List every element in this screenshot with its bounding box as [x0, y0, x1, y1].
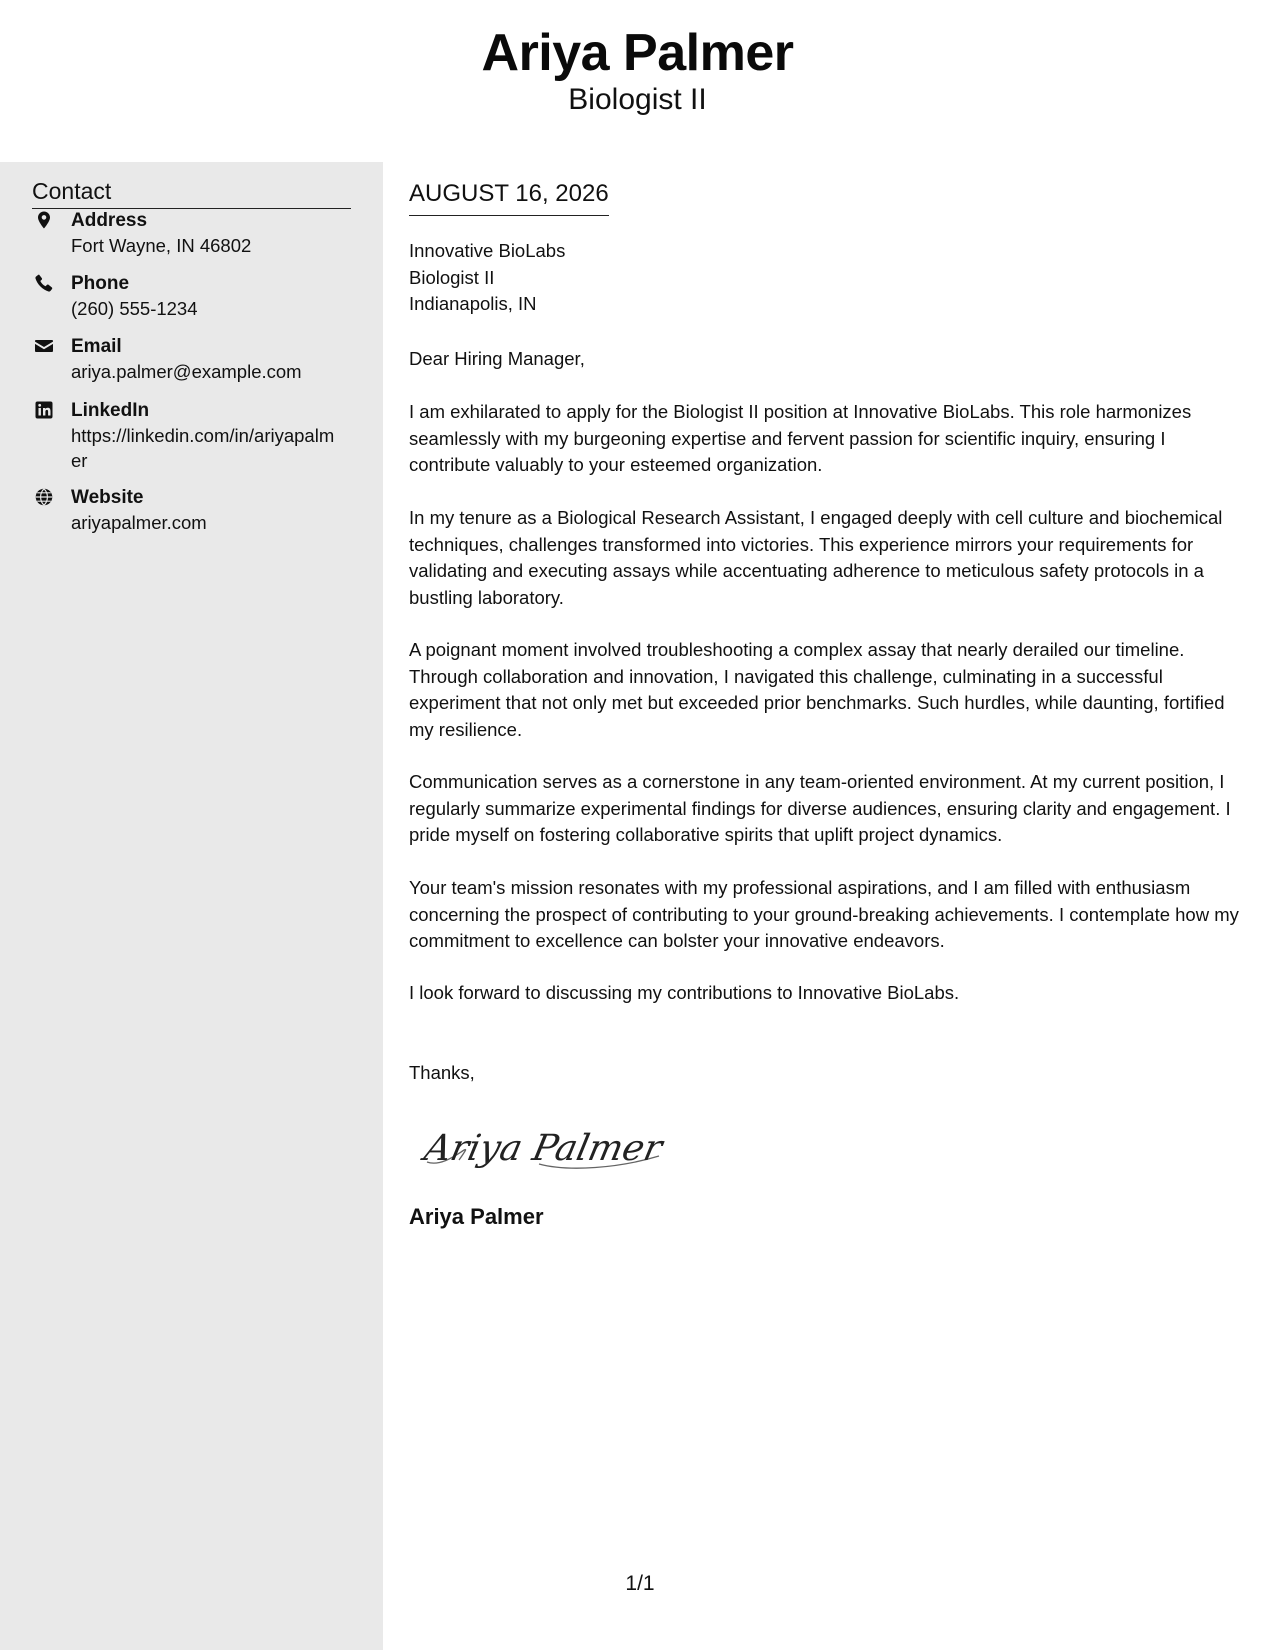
contact-value: Fort Wayne, IN 46802 [71, 235, 252, 256]
svg-text:Ariya Palmer: Ariya Palmer [420, 1126, 667, 1169]
contact-label: Website [71, 487, 144, 508]
contact-label: Phone [71, 273, 130, 294]
map-pin-icon [34, 210, 54, 230]
contact-sidebar [0, 162, 383, 1650]
recipient-company: Innovative BioLabs [409, 240, 566, 261]
contact-value[interactable]: ariyapalmer.com [71, 512, 207, 533]
recipient-block [409, 238, 565, 318]
header [0, 0, 1275, 162]
linkedin-icon [34, 400, 54, 420]
handwritten-signature [419, 1112, 679, 1182]
candidate-name: Ariya Palmer [481, 24, 794, 82]
salutation: Dear Hiring Manager, [409, 348, 585, 369]
envelope-icon [34, 336, 54, 356]
job-title: Biologist II [568, 83, 707, 116]
recipient-position: Biologist II [409, 266, 495, 288]
signed-name: Ariya Palmer [409, 1204, 544, 1229]
paragraph-mission: Your team's mission resonates with my professional aspirations, and I am filled with enthusiasm concerning the prospect of contributing to your ground-breaking achievements. I contemplate how my commitment to excellence can bolster your innovative endeavors. [409, 877, 1239, 951]
contact-value[interactable]: https://linkedin.com/in/ariyapalmer [71, 425, 335, 471]
paragraph-communication: Communication serves as a cornerstone in any team-oriented environment. At my current position, I regularly summarize experimental findings for diverse audiences, ensuring clarity and engagement. I pride myself on fostering collaborative spirits that uplift project dynamics. [409, 771, 1231, 845]
contact-value[interactable]: ariya.palmer@example.com [71, 361, 302, 382]
contact-value: (260) 555-1234 [71, 298, 198, 319]
paragraph-experience: In my tenure as a Biological Research Assistant, I engaged deeply with cell culture and biochemical techniques, challenges transformed into victories. This experience mirrors your requirements for validating and executing assays while accentuating adherence to meticulous safety protocols in a bustling laboratory. [409, 507, 1223, 608]
contact-label: Address [71, 210, 148, 231]
recipient-location: Indianapolis, IN [409, 293, 537, 314]
contact-label: Email [71, 336, 122, 357]
paragraph-closing: I look forward to discussing my contributions to Innovative BioLabs. [409, 982, 960, 1003]
paragraph-challenge: A poignant moment involved troubleshooting a complex assay that nearly derailed our timeline. Through collaboration and innovation, I navigated this challenge, culminating in a successful experiment that not only met but exceeded prior benchmarks. Such hurdles, while daunting, fortified my resilience. [409, 639, 1225, 740]
page-number: 1/1 [625, 1572, 655, 1595]
contact-label: LinkedIn [71, 400, 150, 421]
paragraph-intro: I am exhilarated to apply for the Biologist II position at Innovative BioLabs. This role harmonizes seamlessly with my burgeoning expertise and fervent passion for scientific inquiry, ensuring I contribute valuably to your esteemed organization. [409, 401, 1192, 475]
phone-icon [34, 273, 54, 293]
globe-icon [34, 487, 54, 507]
closing-line: Thanks, [409, 1062, 475, 1083]
contact-heading: Contact [32, 176, 351, 209]
letter-date: AUGUST 16, 2026 [409, 179, 609, 216]
